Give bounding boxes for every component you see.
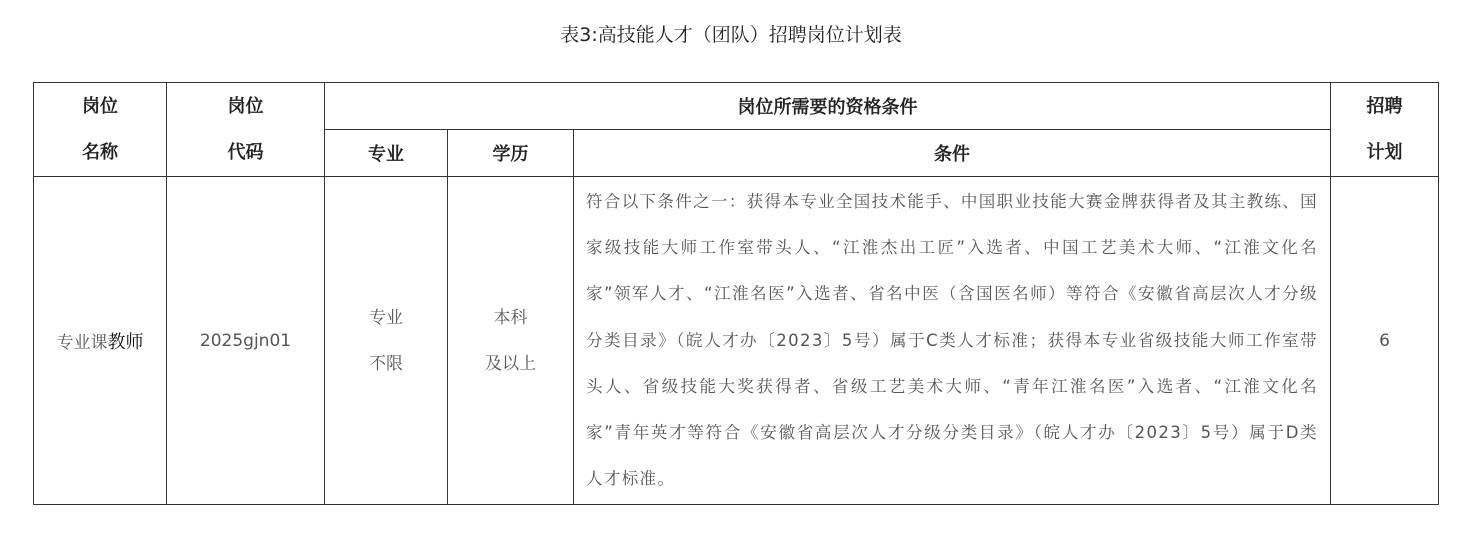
header-plan: 招聘 计划 bbox=[1331, 83, 1439, 177]
cell-conditions: 符合以下条件之一：获得本专业全国技术能手、中国职业技能大赛金牌获得者及其主教练、国家级技能大师工作室带头人、“江淮杰出工匠”入选者、中国工艺美术大师、“江淮文化名家”领军人才、“江淮名医”入选者、省名中医（含国医名师）等符合《安徽省高层次人才分级分类目录》（皖人才办〔2023〕5号）属于C类人才标准；获得本专业省级技能大师工作室带头人、省级技能大奖获得者、省级工艺美术大师、“青年江淮名医”入选者、“江淮文化名家”青年英才等符合《安徽省高层次人才分级分类目录》（皖人才办〔2023〕5号）属于D类人才标准。 bbox=[574, 177, 1331, 505]
header-qualification-group: 岗位所需要的资格条件 bbox=[325, 83, 1331, 130]
post-name-prefix: 专业课 bbox=[56, 332, 108, 353]
header-education: 学历 bbox=[448, 130, 574, 177]
header-post-code: 岗位 代码 bbox=[167, 83, 325, 177]
cell-plan: 6 bbox=[1331, 177, 1439, 505]
post-name-main: 教师 bbox=[107, 331, 144, 353]
cell-education: 本科 及以上 bbox=[448, 177, 574, 505]
header-post-name: 岗位 名称 bbox=[34, 83, 167, 177]
header-row-1 bbox=[34, 83, 1439, 130]
cell-major: 专业 不限 bbox=[325, 177, 448, 505]
cell-post-name bbox=[34, 177, 167, 505]
header-conditions: 条件 bbox=[574, 130, 1331, 177]
cell-post-code: 2025gjn01 bbox=[167, 177, 325, 505]
recruitment-plan-table bbox=[33, 82, 1439, 505]
header-major: 专业 bbox=[325, 130, 448, 177]
table-row bbox=[34, 177, 1439, 505]
table-title: 表3:高技能人才（团队）招聘岗位计划表 bbox=[560, 24, 902, 46]
